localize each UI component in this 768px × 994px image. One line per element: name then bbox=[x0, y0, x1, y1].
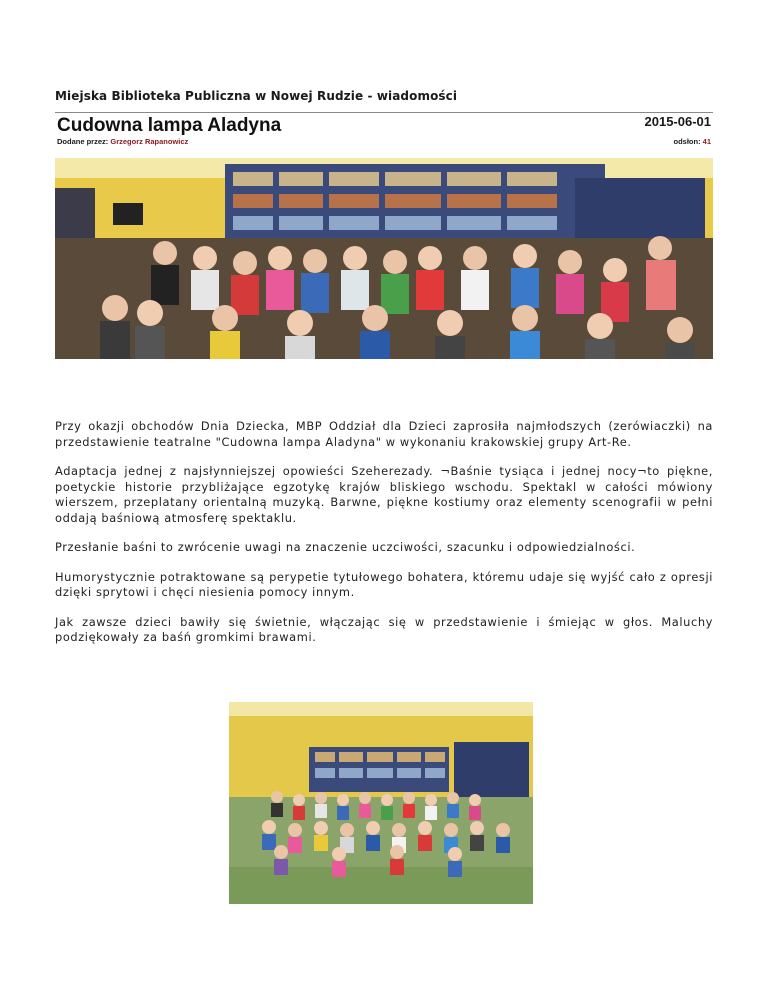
views-count: 41 bbox=[702, 137, 711, 146]
article-title: Cudowna lampa Aladyna bbox=[57, 115, 282, 136]
author-line bbox=[57, 137, 188, 146]
paragraph: Przesłanie baśni to zwrócenie uwagi na znaczenie uczciwości, szacunku i odpowiedzialności. bbox=[55, 540, 636, 554]
paragraph: Adaptacja jednej z najsłynniejszej opowieści Szeherezady. ¬Baśnie tysiąca i jednej nocy¬to piękne, poetyckie historie przybliżające egzotykę krajów bliskiego wschodu. Spektakl w całości mówiony wierszem, przeplatany orientalną muzyką. Barwne, piękne kostiumy oraz elementy scenografii w pełni oddają baśniową atmosferę spektaklu. bbox=[55, 464, 713, 525]
article-body bbox=[55, 419, 713, 660]
article-photo-main bbox=[55, 158, 713, 359]
views-label: odsłon: bbox=[673, 137, 701, 146]
title-divider bbox=[55, 112, 713, 113]
site-title: Miejska Biblioteka Publiczna w Nowej Rudzie - wiadomości bbox=[55, 89, 458, 103]
views-line bbox=[673, 137, 711, 146]
author-label: Dodane przez: bbox=[57, 137, 109, 146]
paragraph: Przy okazji obchodów Dnia Dziecka, MBP Oddział dla Dzieci zaprosiła najmłodszych (zerówiaczki) na przedstawienie teatralne "Cudowna lampa Aladyna" w wykonaniu krakowskiej grupy Art-Re. bbox=[55, 419, 713, 449]
paragraph: Humorystycznie potraktowane są perypetie tytułowego bohatera, któremu udaje się wyjść cało z opresji dzięki sprytowi i chęci niesienia pomocy innym. bbox=[55, 569, 713, 599]
author-name[interactable]: Grzegorz Rapanowicz bbox=[110, 137, 189, 146]
article-date: 2015-06-01 bbox=[644, 114, 711, 129]
article-photo-secondary bbox=[229, 702, 533, 904]
paragraph: Jak zawsze dzieci bawiły się świetnie, włączając się w przedstawienie i śmiejąc w głos. Maluchy podziękowały za baśń gromkimi brawami. bbox=[55, 614, 713, 644]
